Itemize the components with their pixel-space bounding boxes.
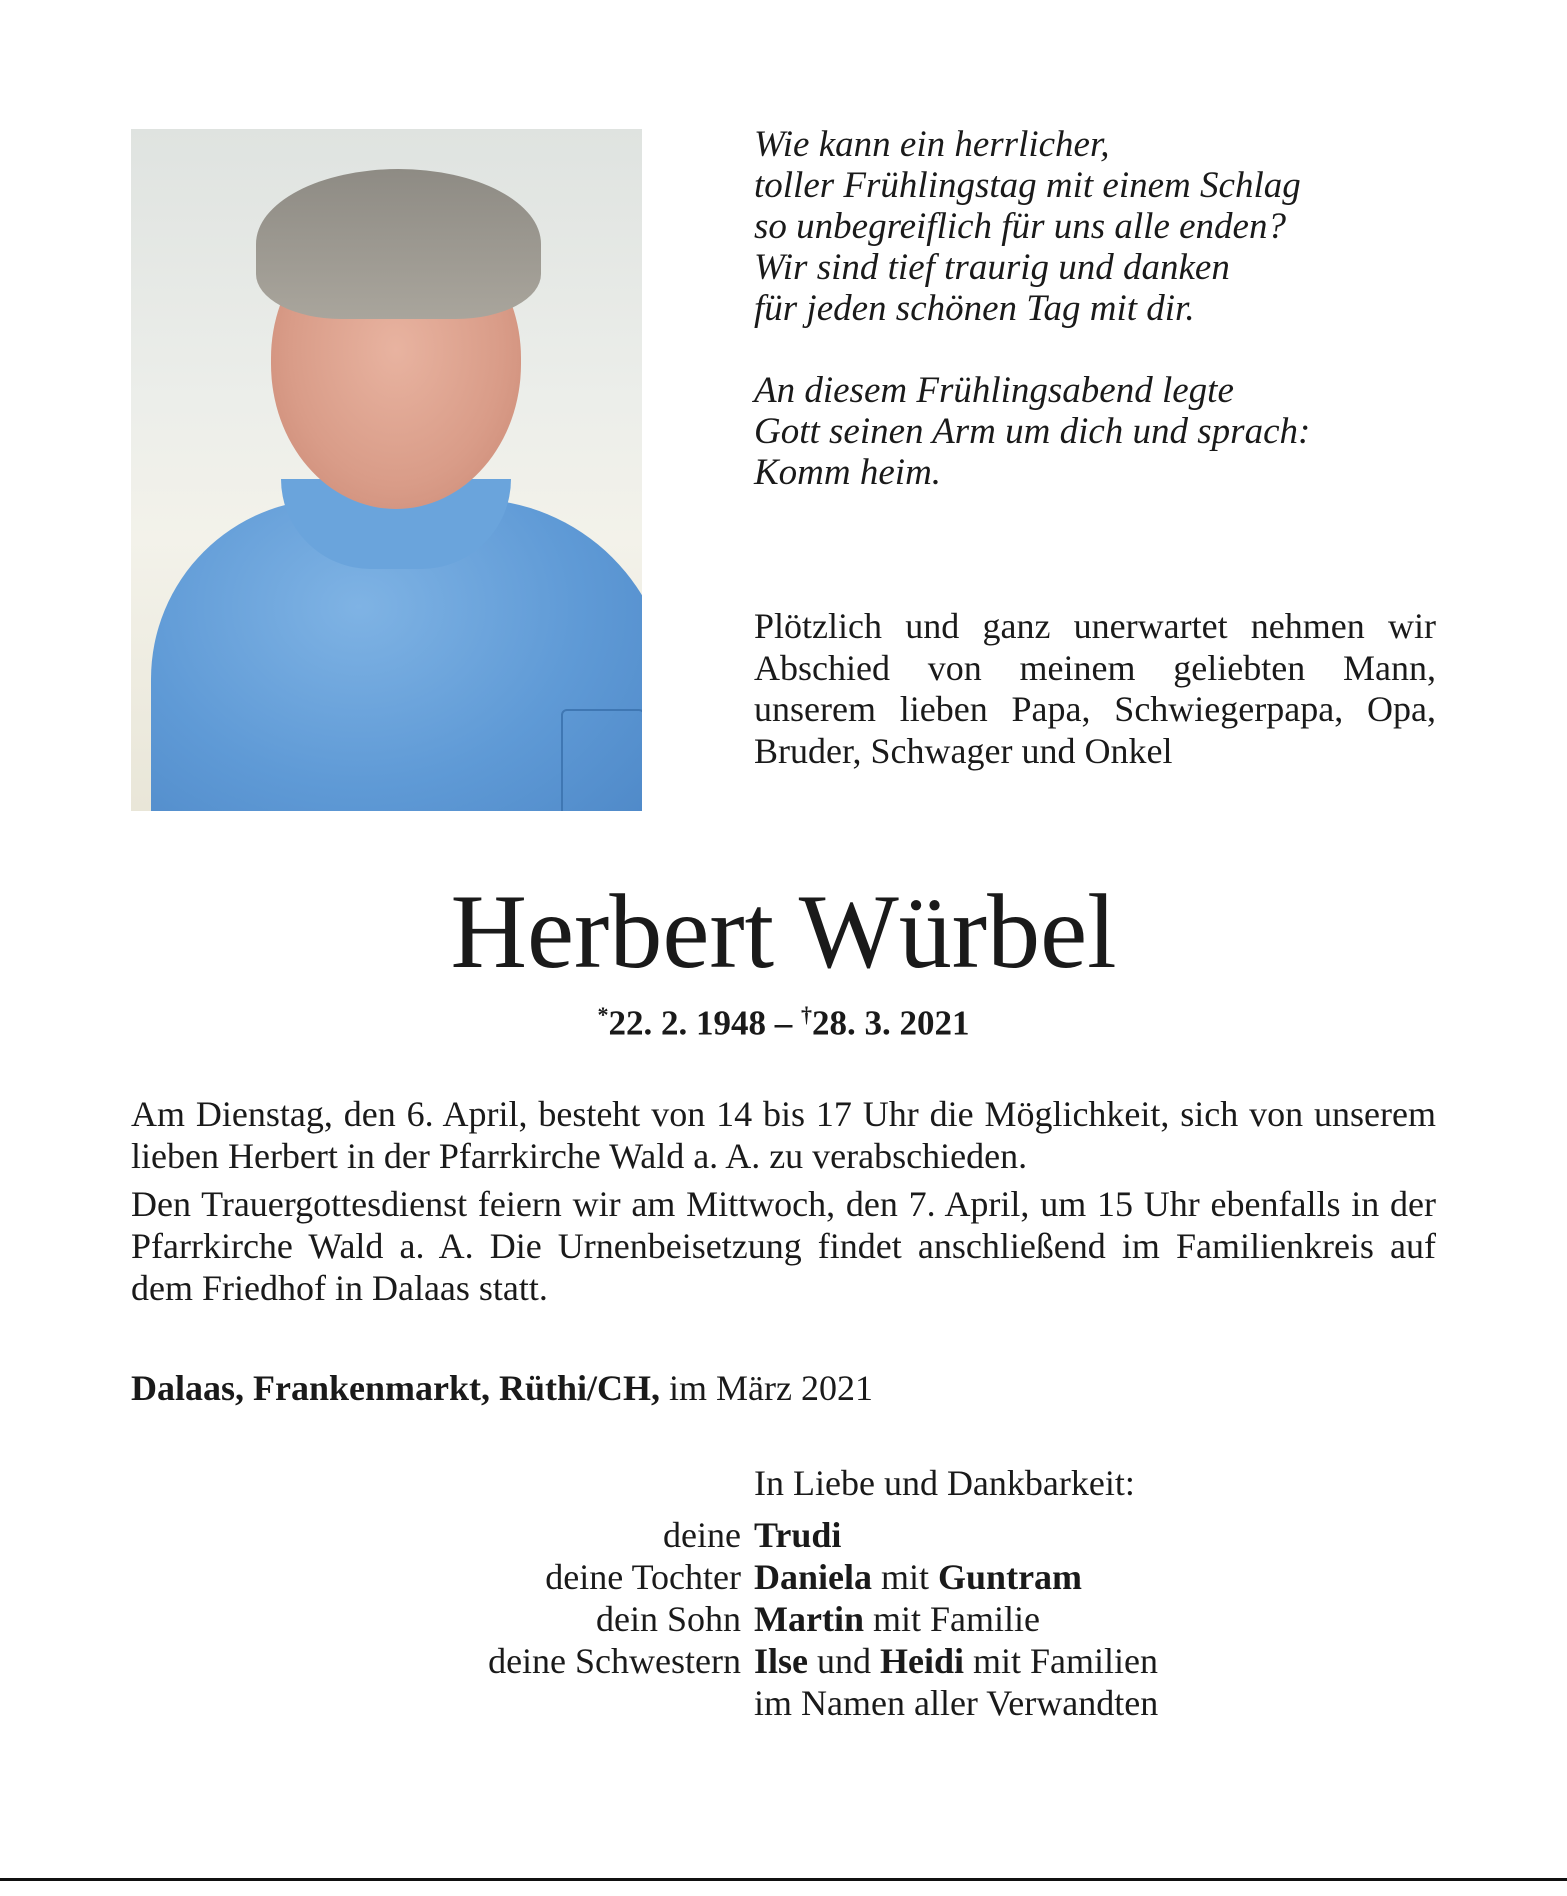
family-names xyxy=(754,1640,1158,1682)
service-info: Den Trauergottesdienst feiern wir am Mittwoch, den 7. April, um 15 Uhr ebenfalls in der Pfarrkirche Wald a. A. Die Urnenbeisetzung findet anschließend im Familienkreis auf dem Friedhof in Dalaas statt. xyxy=(131,1184,1436,1308)
death-date: 28. 3. 2021 xyxy=(812,1003,970,1043)
place-date xyxy=(131,1367,873,1409)
relation-label: dein Sohn xyxy=(595,1599,741,1639)
family-names xyxy=(754,1556,1082,1598)
family-row xyxy=(0,1556,1567,1598)
photo-hair xyxy=(256,169,541,319)
poem xyxy=(754,124,1310,493)
birth-date: 22. 2. 1948 xyxy=(608,1003,766,1043)
family-name: Heidi xyxy=(880,1641,965,1681)
relation-label xyxy=(0,1682,741,1724)
date-separator: – xyxy=(766,1003,801,1043)
viewing-info: Am Dienstag, den 6. April, besteht von 14 bis 17 Uhr die Möglichkeit, sich von unserem lieben Herbert in der Pfarrkirche Wald a. A. zu verabschieden. xyxy=(131,1094,1436,1176)
family-names xyxy=(754,1514,841,1556)
places: Dalaas, Frankenmarkt, Rüthi/CH, xyxy=(131,1368,661,1408)
family-row xyxy=(0,1598,1567,1640)
poem-line: Wie kann ein herrlicher, xyxy=(754,124,1110,165)
family-row xyxy=(0,1640,1567,1682)
month-year: im März 2021 xyxy=(660,1368,873,1408)
poem-line: An diesem Frühlingsabend legte xyxy=(754,370,1234,411)
poem-line: toller Frühlingstag mit einem Schlag xyxy=(754,165,1301,206)
relation-label: deine Tochter xyxy=(545,1557,741,1597)
family-row xyxy=(0,1682,1567,1724)
connector-text: im Namen aller Verwandten xyxy=(754,1683,1159,1723)
poem-stanza-1 xyxy=(754,124,1310,329)
portrait-photo xyxy=(131,129,642,811)
poem-line: Wir sind tief traurig und danken xyxy=(754,247,1230,288)
family-name: Trudi xyxy=(754,1515,842,1555)
death-symbol: † xyxy=(801,1002,812,1027)
relation-label: deine xyxy=(663,1515,741,1555)
connector-text: und xyxy=(808,1641,880,1681)
connector-text: mit xyxy=(872,1557,939,1597)
birth-symbol: * xyxy=(597,1002,609,1027)
thanks-line: In Liebe und Dankbarkeit: xyxy=(754,1463,1135,1503)
family-name: Daniela xyxy=(754,1557,873,1597)
family-name: Ilse xyxy=(754,1641,808,1681)
relation-label: deine Schwestern xyxy=(488,1641,741,1681)
poem-stanza-2 xyxy=(754,370,1310,493)
family-name: Guntram xyxy=(938,1557,1083,1597)
poem-line: Gott seinen Arm um dich und sprach: xyxy=(754,411,1311,452)
poem-line: so unbegreiflich für uns alle enden? xyxy=(754,206,1286,247)
family-names xyxy=(754,1598,1040,1640)
funeral-details xyxy=(131,1093,1436,1315)
life-dates xyxy=(0,1002,1567,1044)
family-name: Martin xyxy=(754,1599,864,1639)
family-row xyxy=(0,1514,1567,1556)
connector-text: mit Familien xyxy=(964,1641,1159,1681)
bottom-rule xyxy=(0,1878,1567,1881)
intro-text: Plötzlich und ganz unerwartet nehmen wir Abschied von meinem geliebten Mann, unserem lieben Papa, Schwiegerpapa, Opa, Bruder, Schwager und Onkel xyxy=(754,606,1436,771)
connector-text: mit Familie xyxy=(863,1599,1040,1639)
poem-line: Komm heim. xyxy=(754,452,942,493)
deceased-name: Herbert Würbel xyxy=(450,873,1117,990)
poem-line: für jeden schönen Tag mit dir. xyxy=(754,288,1195,329)
photo-pocket xyxy=(561,709,642,811)
family-signatures xyxy=(0,1462,1567,1724)
family-names xyxy=(754,1682,1158,1724)
